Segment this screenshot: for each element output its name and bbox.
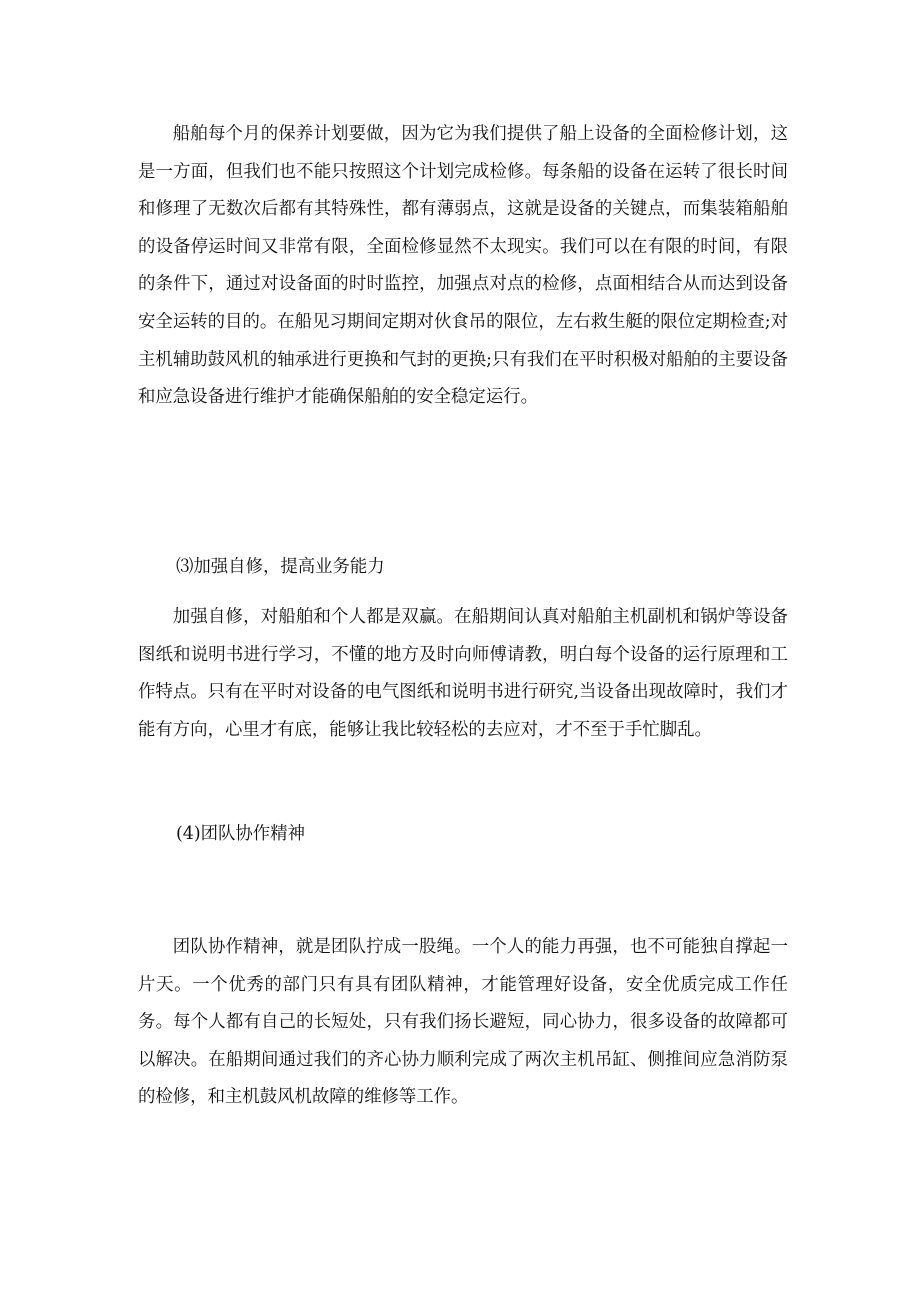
body-paragraph-self-study: 加强自修，对船舶和个人都是双赢。在船期间认真对船舶主机副机和锅炉等设备图纸和说明书进行学习，不懂的地方及时向师傅请教，明白每个设备的运行原理和工作特点。只有在平时对设备的电气图纸和说明书进行研究,当设备出现故障时，我们才能有方向，心里才有底，能够让我比较轻松的去应对，才不至于手忙脚乱。 <box>138 607 788 740</box>
section-heading-self-study: ⑶加强自修，提高业务能力 <box>176 557 385 577</box>
body-paragraph-teamwork: 团队协作精神，就是团队拧成一股绳。一个人的能力再强，也不可能独自撑起一片天。一个优秀的部门只有具有团队精神，才能管理好设备，安全优质完成工作任务。每个人都有自己的长短处，只有我们扬长避短，同心协力，很多设备的故障都可以解决。在船期间通过我们的齐心协力顺利完成了两次主机吊缸、侧推间应急消防泵的检修，和主机鼓风机故障的维修等工作。 <box>138 937 788 1108</box>
body-paragraph-maintenance: 船舶每个月的保养计划要做，因为它为我们提供了船上设备的全面检修计划，这是一方面，但我们也不能只按照这个计划完成检修。每条船的设备在运转了很长时间和修理了无数次后都有其特殊性，都有薄弱点，这就是设备的关键点，而集装箱船舶的设备停运时间又非常有限，全面检修显然不太现实。我们可以在有限的时间，有限的条件下，通过对设备面的时时监控，加强点对点的检修，点面相结合从而达到设备安全运转的目的。在船见习期间定期对伙食吊的限位，左右救生艇的限位定期检查;对主机辅助鼓风机的轴承进行更换和气封的更换;只有我们在平时积极对船舶的主要设备和应急设备进行维护才能确保船舶的安全稳定运行。 <box>138 124 788 408</box>
section-heading-teamwork: (4)团队协作精神 <box>176 824 305 844</box>
